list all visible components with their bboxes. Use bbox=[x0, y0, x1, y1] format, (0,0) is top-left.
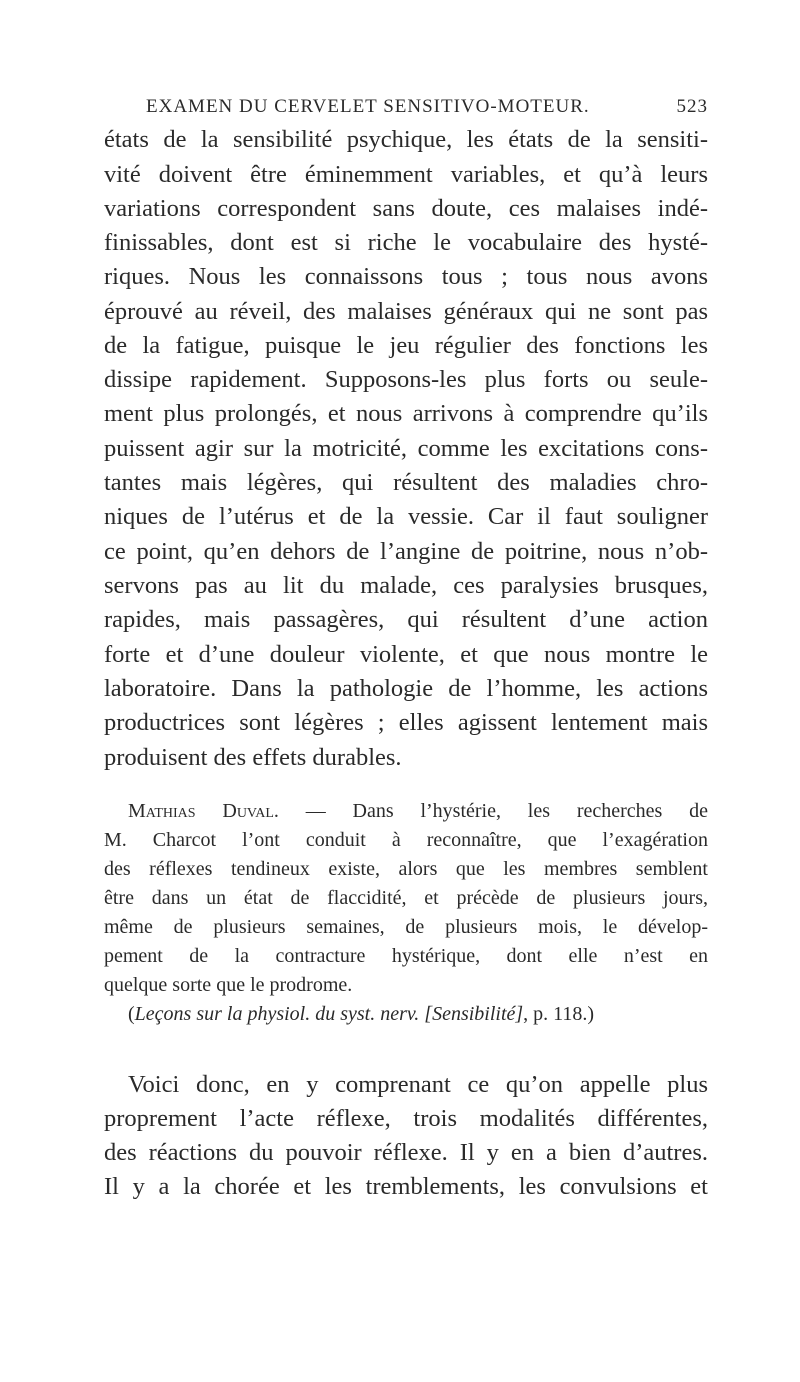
note-line: des réflexes tendineux existe, alors que les membres semblent bbox=[104, 858, 708, 880]
paragraph-1-line: riques. Nous les connaissons tous ; tous nous avons bbox=[104, 263, 708, 290]
note-author: Mathias Duval. bbox=[128, 800, 279, 822]
paragraph-1-line: tantes mais légères, qui résultent des maladies chro- bbox=[104, 469, 708, 496]
citation-open: ( bbox=[128, 1003, 135, 1025]
note-line: M. Charcot l’ont conduit à reconnaître, que l’exagération bbox=[104, 829, 708, 851]
paragraph-1-line: éprouvé au réveil, des malaises généraux qui ne sont pas bbox=[104, 298, 708, 325]
paragraph-1-line: puissent agir sur la motricité, comme les excitations cons- bbox=[104, 435, 708, 462]
running-title: EXAMEN DU CERVELET SENSITIVO-MOTEUR. bbox=[146, 96, 590, 117]
paragraph-1-line: de la fatigue, puisque le jeu régulier des fonctions les bbox=[104, 332, 708, 359]
citation-pages: , p. 118.) bbox=[523, 1003, 595, 1025]
paragraph-1-line: finissables, dont est si riche le vocabulaire des hysté- bbox=[104, 229, 708, 256]
note-first-line-rest: — Dans l’hystérie, les recherches de bbox=[278, 800, 708, 822]
paragraph-1-line: ce point, qu’en dehors de l’angine de poitrine, nous n’ob- bbox=[104, 538, 708, 565]
page-number: 523 bbox=[676, 96, 708, 117]
paragraph-1-line: vité doivent être éminemment variables, et qu’à leurs bbox=[104, 161, 708, 188]
paragraph-1-line: productrices sont légères ; elles agissent lentement mais bbox=[104, 709, 708, 736]
paragraph-1-line: servons pas au lit du malade, ces paralysies brusques, bbox=[104, 572, 708, 599]
paragraph-2-line: Voici donc, en y comprenant ce qu’on appelle plus bbox=[128, 1071, 708, 1098]
citation-section: [Sensibilité] bbox=[424, 1003, 524, 1025]
paragraph-1-line: états de la sensibilité psychique, les états de la sensiti- bbox=[104, 126, 708, 153]
running-head bbox=[146, 96, 708, 118]
paragraph-2-line: proprement l’acte réflexe, trois modalités différentes, bbox=[104, 1105, 708, 1132]
note-line: pement de la contracture hystérique, dont elle n’est en bbox=[104, 945, 708, 967]
note-line: quelque sorte que le prodrome. bbox=[104, 974, 353, 996]
note-first-line bbox=[128, 798, 708, 824]
paragraph-2-line: des réactions du pouvoir réflexe. Il y en a bien d’autres. bbox=[104, 1139, 708, 1166]
note-line: être dans un état de flaccidité, et précède de plusieurs jours, bbox=[104, 887, 708, 909]
paragraph-1-line: rapides, mais passagères, qui résultent d’une action bbox=[104, 606, 708, 633]
note-line: même de plusieurs semaines, de plusieurs mois, le dévelop- bbox=[104, 916, 708, 938]
note-citation bbox=[128, 1001, 708, 1027]
paragraph-2-line: Il y a la chorée et les tremblements, les convulsions et bbox=[104, 1173, 708, 1200]
paragraph-1-line: laboratoire. Dans la pathologie de l’homme, les actions bbox=[104, 675, 708, 702]
citation-work: Leçons sur la physiol. du syst. nerv. bbox=[134, 1003, 420, 1025]
paragraph-1-line: variations correspondent sans doute, ces malaises indé- bbox=[104, 195, 708, 222]
paragraph-1-line: ment plus prolongés, et nous arrivons à comprendre qu’ils bbox=[104, 400, 708, 427]
paragraph-1-line: niques de l’utérus et de la vessie. Car il faut souligner bbox=[104, 503, 708, 530]
paragraph-1-line: dissipe rapidement. Supposons-les plus forts ou seule- bbox=[104, 366, 708, 393]
paragraph-1-line: forte et d’une douleur violente, et que nous montre le bbox=[104, 641, 708, 668]
paragraph-1-line: produisent des effets durables. bbox=[104, 744, 402, 771]
